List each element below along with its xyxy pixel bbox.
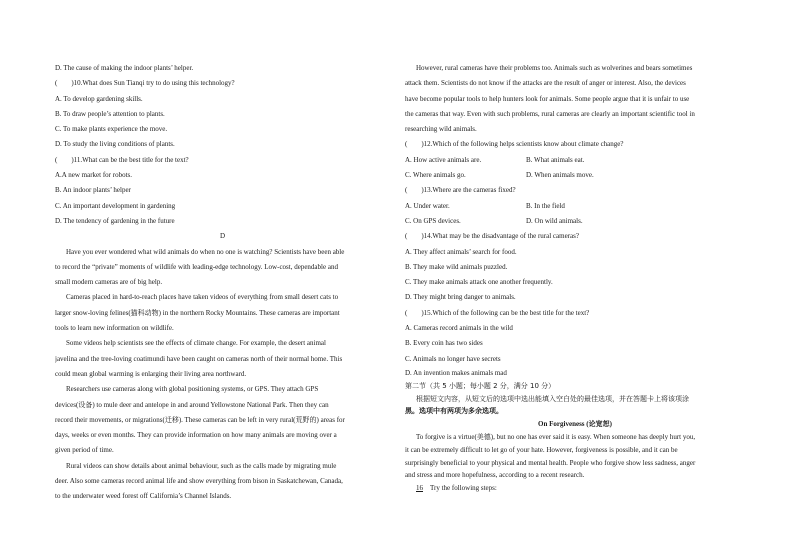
passage-line: and stress and more hopefulness, according to a recent research. [405, 471, 585, 480]
q13-options-row [405, 199, 745, 214]
passage-line: record their movements, or migrations(迁移). These cameras can be left in very rural(荒野的) areas for [55, 415, 345, 424]
passage-line: larger snow-loving felines(猫科动物) in the northern Rocky Mountains. These cameras are important [55, 308, 340, 317]
q13-option-d: D. On wild animals. [526, 216, 583, 225]
q10-option-c: C. To make plants experience the move. [55, 125, 168, 134]
passage-line: Researchers use cameras along with global positioning systems, or GPS. They attach GPS [66, 385, 319, 394]
q9-option-d: D. The cause of making the indoor plants’ helper. [55, 64, 194, 72]
passage-line: However, rural cameras have their problems too. Animals such as wolverines and bears sometimes [416, 64, 693, 72]
q10-option-a: A. To develop gardening skills. [55, 94, 143, 103]
section2-title: On Forgiveness (论宽恕) [538, 420, 612, 429]
passage-line: small modern cameras are of big help. [55, 278, 163, 287]
right-column [405, 61, 745, 495]
q12-options-row [405, 168, 745, 183]
q11-option-a: A.A new market for robots. [55, 171, 132, 180]
passage-line: To forgive is a virtue(美德), but no one has ever said it is easy. When someone has deeply hurt you, [416, 432, 696, 441]
passage-line: deer. Also some cameras record animal life and show everything from bison in Saskatchewan, Canada, [55, 477, 343, 486]
passage-line: researching wild animals. [405, 125, 477, 134]
left-column [55, 61, 390, 505]
q15-option-b: B. Every coin has two sides [405, 339, 483, 348]
q15-option-a: A. Cameras record animals in the wild [405, 324, 513, 333]
passage-letter: D [219, 232, 226, 241]
q12-option-a: A. How active animals are. [405, 155, 482, 164]
q14-stem: ( )14.What may be the disadvantage of the rural cameras? [405, 232, 579, 241]
passage-line: given period of time. [55, 446, 114, 455]
q13-option-b: B. In the field [526, 201, 565, 210]
passage-line: Some videos help scientists see the effects of climate change. For example, the desert animal [66, 339, 326, 348]
q12-stem: ( )12.Which of the following helps scientists know about climate change? [405, 140, 624, 149]
passage-line: have become popular tools to help hunters look for animals. Some people argue that it is unfair to use [405, 94, 690, 103]
q10-stem: ( )10.What does Sun Tianqi try to do using this technology? [55, 79, 235, 88]
passage-line: attack them. Scientists do not know if the attacks are the result of anger or interest. Also, the devices [405, 79, 686, 88]
passage-line: it can be extremely difficult to let go of your hate. However, forgiveness is possible, and it can be [405, 445, 678, 454]
passage-line: days, weeks or even months. They can provide information on how many animals are moving over a [55, 431, 337, 440]
q11-option-b: B. An indoor plants’ helper [55, 186, 131, 195]
section2-heading: 第二节（共 5 小题；每小题 2 分，满分 10 分） [405, 381, 556, 390]
passage-line: tools to learn new information on wildlife. [55, 324, 174, 333]
q15-option-d: D. An invention makes animals mad [405, 368, 507, 377]
q14-option-c: C. They make animals attack one another frequently. [405, 278, 553, 287]
q14-option-d: D. They might bring danger to animals. [405, 293, 516, 302]
q16-blank: 16 [416, 484, 423, 493]
q13-stem: ( )13.Where are the cameras fixed? [405, 186, 516, 195]
q16-line [405, 482, 745, 495]
section2-instruction: 黑。选项中有两项为多余选项。 [405, 407, 503, 416]
q15-stem: ( )15.Which of the following can be the best title for the text? [405, 308, 590, 317]
section2-instruction: 根据短文内容，从短文后的选项中选出能填入空白处的最佳选项，并在答题卡上将该项涂 [416, 394, 689, 403]
q10-option-d: D. To study the living conditions of plants. [55, 140, 175, 149]
q13-option-a: A. Under water. [405, 201, 450, 210]
q16-text: Try the following steps: [430, 484, 497, 493]
passage-line: to the underwater weed forest off California’s Channel Islands. [55, 492, 232, 501]
section2 [405, 367, 745, 495]
passage-line: could mean global warming is enlarging their living area northward. [55, 369, 247, 378]
q11-option-c: C. An important development in gardening [55, 201, 176, 210]
passage-line: Have you ever wondered what wild animals do when no one is watching? Scientists have been able [66, 247, 345, 256]
passage-line: surprisingly beneficial to your physical and mental health. People who forgive show less sadness, anger [405, 458, 696, 467]
passage-line: Cameras placed in hard-to-reach places have taken videos of everything from small desert cats to [66, 293, 339, 302]
passage-line: devices(设备) to mule deer and antelope in and around Yellowstone National Park. Then they can [55, 400, 329, 409]
passage-line: to record the “private” moments of wildlife with leading-edge technology. Low-cost, dependable and [55, 262, 338, 271]
passage-line: Rural videos can show details about animal behaviour, such as the calls made by migrating mule [66, 461, 337, 470]
q13-options-row [405, 214, 745, 229]
q14-option-b: B. They make wild animals puzzled. [405, 262, 508, 271]
q11-option-d: D. The tendency of gardening in the future [55, 216, 175, 225]
q13-option-c: C. On GPS devices. [405, 216, 461, 225]
q15-option-c: C. Animals no longer have secrets [405, 354, 501, 363]
q14-option-a: A. They affect animals’ search for food. [405, 247, 517, 256]
q11-stem: ( )11.What can be the best title for the text? [55, 155, 189, 164]
q12-option-d: D. When animals move. [526, 171, 594, 180]
q12-options-row [405, 153, 745, 168]
passage-line: javelina and the tree-loving coatimundi have been caught on cameras north of their normal home. This [55, 354, 343, 363]
passage-line: the cameras that way. Even with such problems, rural cameras are clearly an important scientific tool in [405, 109, 695, 118]
q10-option-b: B. To draw people’s attention to plants. [55, 109, 165, 118]
q12-option-c: C. Where animals go. [405, 171, 466, 180]
q12-option-b: B. What animals eat. [526, 155, 585, 164]
